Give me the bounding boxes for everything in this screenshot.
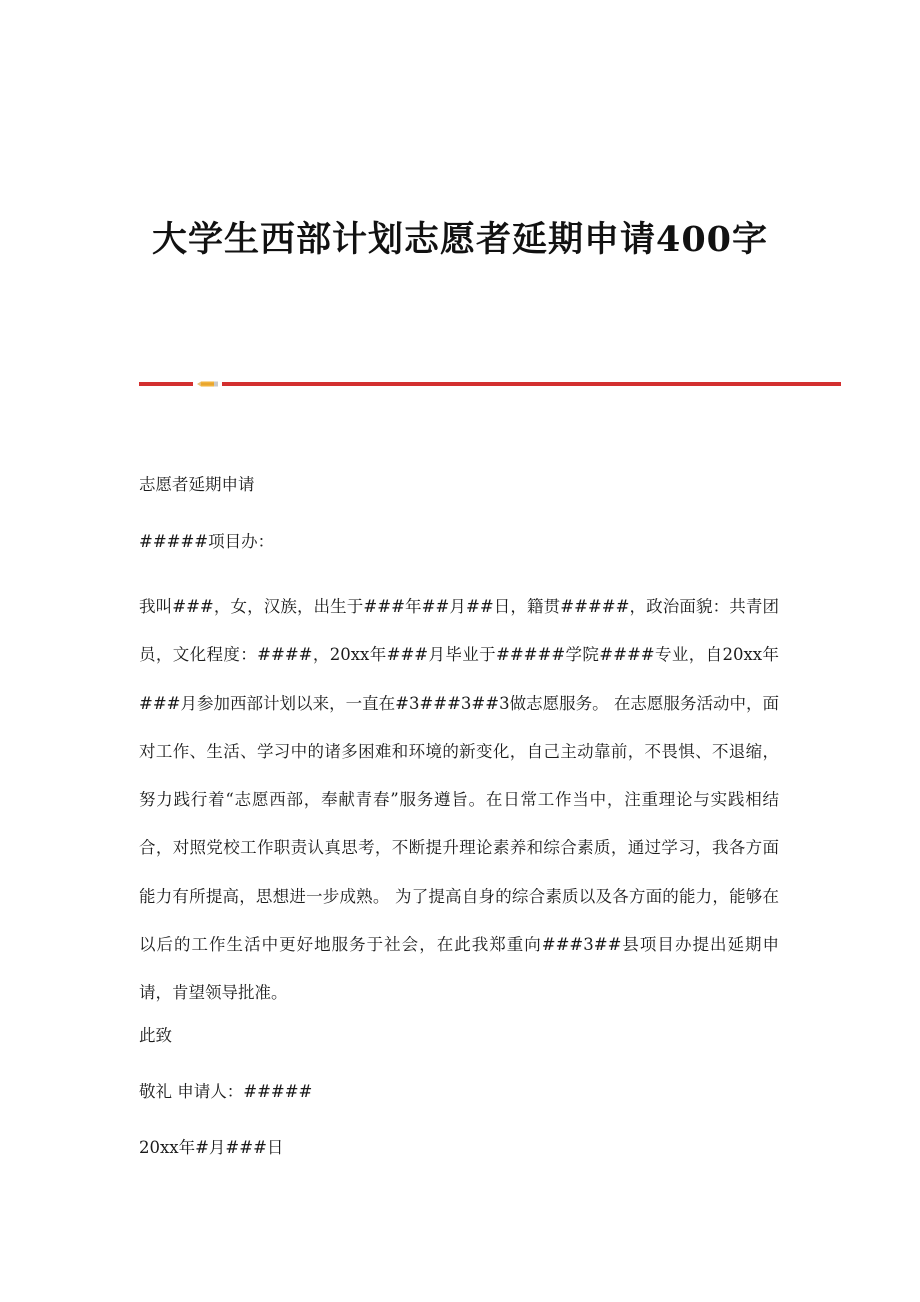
letter-closing-line1: 此致 [139, 1026, 172, 1045]
title-divider [139, 380, 841, 386]
letter-salutation: #####项目办： [139, 532, 275, 551]
letter-closing-line2: 敬礼 申请人：##### [139, 1082, 313, 1101]
divider-right-segment [222, 382, 841, 386]
letter-date: 20xx年#月###日 [139, 1138, 284, 1157]
divider-left-segment [139, 382, 193, 386]
letter-body-paragraph: 我叫###，女，汉族，出生于###年##月##日，籍贯#####，政治面貌：共青团员，文化程度：####，20xx年###月毕业于#####学院####专业，自20xx年###月参加西部计划以来，一直在#3###3##3做志愿服务。 在志愿服务活动中，面对工作、生活、学习中的诸多困难和环境的新变化，自己主动靠前，不畏惧、不退缩，努力践行着“志愿西部，奉献青春”服务遵旨。在日常工作当中，注重理论与实践相结合，对照党校工作职责认真思考，不断提升理论素养和综合素质，通过学习，我各方面能力有所提高，思想进一步成熟。 为了提高自身的综合素质以及各方面的能力，能够在以后的工作生活中更好地服务于社会，在此我郑重向###3##县项目办提出延期申请，肯望领导批准。 [139, 597, 779, 1003]
pencil-icon [197, 381, 218, 387]
letter-heading: 志愿者延期申请 [139, 475, 255, 494]
document-title: 大学生西部计划志愿者延期申请400字 [151, 219, 769, 260]
